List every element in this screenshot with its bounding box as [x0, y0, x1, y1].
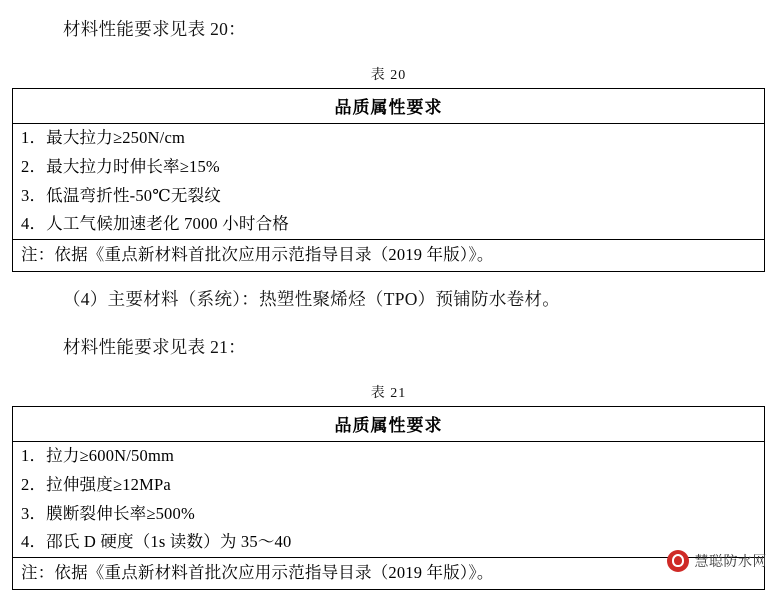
table-row — [13, 471, 764, 500]
table-row — [13, 182, 764, 211]
table-cell: 3．低温弯折性-50℃无裂纹 — [21, 185, 222, 205]
table-row — [13, 528, 764, 557]
table-header-cell: 品质属性要求 — [13, 89, 764, 124]
table-header-cell: 品质属性要求 — [13, 407, 764, 442]
table-caption-21: 表 21 — [370, 386, 407, 401]
paragraph-intro-table20: 材料性能要求见表 20： — [63, 19, 246, 39]
table-note-cell: 注：依据《重点新材料首批次应用示范指导目录（2019 年版）》。 — [13, 558, 764, 589]
watermark — [667, 550, 768, 572]
table-cell: 3．膜断裂伸长率≥500% — [21, 503, 195, 523]
paragraph-material-system: （4）主要材料（系统）：热塑性聚烯烃（TPO）预铺防水卷材。 — [63, 289, 561, 309]
table-row — [13, 210, 764, 239]
table-header-row — [13, 89, 764, 124]
table-cell: 2．最大拉力时伸长率≥15% — [21, 156, 220, 176]
quality-requirements-table-21 — [12, 406, 765, 590]
table-note-row — [13, 240, 764, 271]
table-cell: 4．邵氏 D 硬度（1s 读数）为 35～40 — [21, 532, 292, 552]
paragraph-intro-table21: 材料性能要求见表 21： — [63, 337, 246, 357]
table-row — [13, 442, 764, 471]
table-row — [13, 500, 764, 529]
table-cell: 2．拉伸强度≥12MPa — [21, 474, 171, 494]
table-cell: 1．拉力≥600N/50mm — [21, 446, 175, 465]
watermark-label: 慧聪防水网 — [694, 553, 767, 569]
table-note-row — [13, 558, 764, 589]
table-caption-20: 表 20 — [370, 68, 407, 83]
table-row — [13, 124, 764, 153]
table-cell: 1．最大拉力≥250N/cm — [21, 128, 186, 147]
table-header-row — [13, 407, 764, 442]
table-note-cell: 注：依据《重点新材料首批次应用示范指导目录（2019 年版）》。 — [13, 240, 764, 271]
table-row — [13, 153, 764, 182]
table-cell: 4．人工气候加速老化 7000 小时合格 — [21, 214, 289, 234]
water-drop-icon — [667, 550, 689, 572]
quality-requirements-table-20 — [12, 88, 765, 272]
